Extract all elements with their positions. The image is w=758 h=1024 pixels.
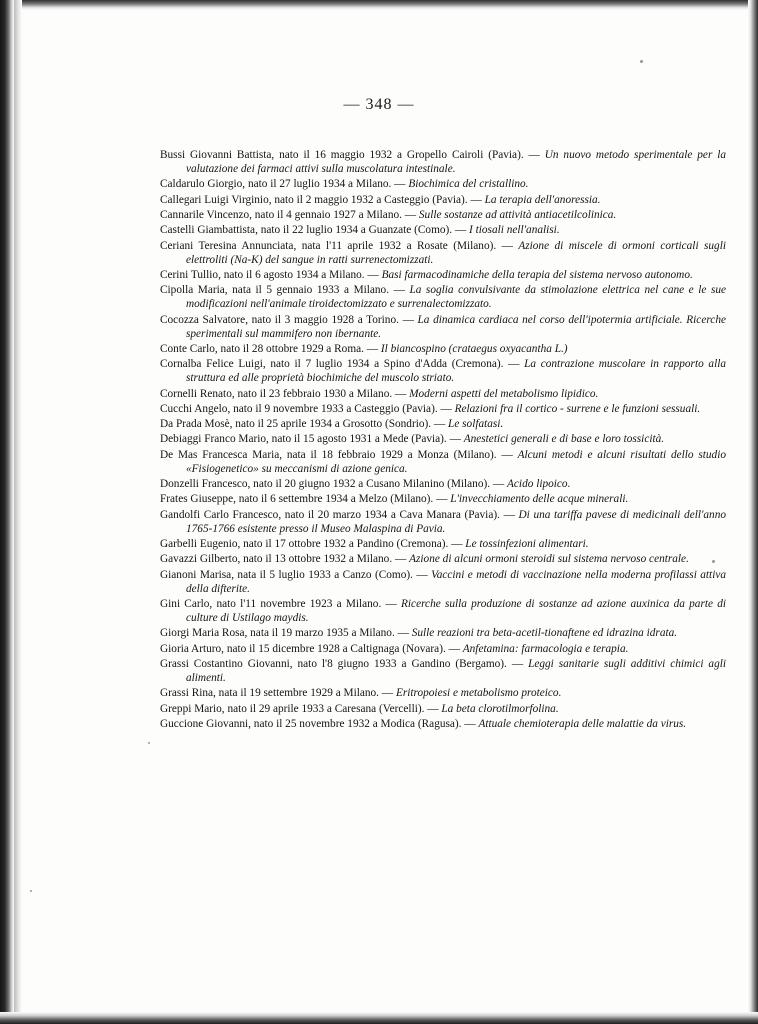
entry-title: La terapia dell'anoressia. (484, 193, 601, 206)
entry-title: Di una tariffa pavese di medicinali dell'anno 1765-1766 esistente presso il Museo Malaspina di Pavia. (186, 508, 727, 535)
entry-title: Basi farmacodinamiche della terapia del sistema nervoso autonomo. (381, 268, 693, 281)
entry-author-line: Gandolfi Carlo Francesco, nato il 20 marzo 1934 a Cava Manara (Pavia). — (160, 508, 515, 521)
entry-title: Ricerche sulla produzione di sostanze ad azione auxinica da parte di culture di Ustilago maydis. (186, 597, 726, 625)
thesis-entry (160, 283, 726, 311)
thesis-entry (160, 417, 726, 431)
entry-author-line: Da Prada Mosè, nato il 25 aprile 1934 a Grosotto (Sondrio). — (160, 418, 446, 431)
entry-title: Relazioni fra il cortico - surrene e le funzioni sessuali. (454, 402, 701, 415)
entry-author-line: Grassi Costantino Giovanni, nato l'8 giugno 1933 a Gandino (Bergamo). — (160, 657, 524, 670)
entry-author-line: Giorgi Maria Rosa, nata il 19 marzo 1935 a Milano. — (160, 627, 409, 640)
entry-title: Attuale chemioterapia delle malattie da virus. (478, 717, 687, 730)
entry-author-line: Gioria Arturo, nato il 15 dicembre 1928 a Caltignaga (Novara). — (160, 642, 460, 655)
thesis-entry (160, 313, 726, 341)
entry-title: Azione di alcuni ormoni steroidi sul sistema nervoso centrale. (409, 553, 689, 566)
entry-title: Le solfatasi. (448, 418, 504, 431)
entry-title: Biochimica del cristallino. (408, 178, 529, 191)
entry-title: I tiosali nell'analisi. (469, 224, 560, 237)
entry-author-line: Cannarile Vincenzo, nato il 4 gennaio 1927 a Milano. — (160, 208, 417, 221)
thesis-entry (160, 702, 726, 716)
entry-title: Le tossinfezioni alimentari. (465, 538, 589, 550)
entry-author-line: Donzelli Francesco, nato il 20 giugno 1932 a Cusano Milanino (Milano). — (160, 478, 505, 491)
thesis-entry (160, 626, 726, 640)
thesis-entry (160, 177, 726, 191)
thesis-entry (160, 208, 726, 222)
entry-author-line: Cornelli Renato, nato il 23 febbraio 1930 a Milano. — (160, 387, 407, 400)
entry-title: Alcuni metodi e alcuni risultati dello studio «Fisiogenetico» su meccanismi di azione genica. (186, 448, 726, 475)
entry-title: Il biancospino (crataegus oxyacantha L.) (380, 342, 568, 355)
entry-title: La beta clorotilmorfolina. (441, 702, 559, 715)
entry-title: Eritropoiesi e metabolismo proteico. (395, 687, 562, 700)
entry-title: La contrazione muscolare in rapporto alla struttura ed alle proprietà biochimiche del muscolo striato. (186, 358, 726, 385)
entry-title: Un nuovo metodo sperimentale per la valutazione dei farmaci attivi sulla muscolatura intestinale. (186, 149, 727, 176)
entry-author-line: Cucchi Angelo, nato il 9 novembre 1933 a Casteggio (Pavia). — (160, 402, 452, 415)
thesis-entry (160, 357, 726, 385)
entry-author-line: Garbelli Eugenio, nato il 17 ottobre 1932 a Pandino (Cremona). — (160, 538, 463, 550)
entry-title: Vaccini e metodi di vaccinazione nella moderna profilassi attiva della difterite. (186, 568, 726, 595)
entry-author-line: Frates Giuseppe, nato il 6 settembre 1934 a Melzo (Milano). — (160, 493, 448, 506)
thesis-entry (160, 686, 726, 700)
page-number: — 348 — (343, 96, 415, 113)
entry-author-line: Cocozza Salvatore, nato il 3 maggio 1928 a Torino. — (160, 313, 414, 326)
entry-title: La soglia convulsivante da stimolazione elettrica nel cane e le sue modificazioni nell'animale tiroidectomizzato e surrenalectomizzato. (186, 284, 727, 311)
entry-author-line: Gavazzi Gilberto, nato il 13 ottobre 1932 a Milano. — (160, 553, 407, 566)
thesis-entry (160, 342, 726, 356)
entry-author-line: Gianoni Marisa, nata il 5 luglio 1933 a Canzo (Como). — (160, 568, 428, 581)
entry-title: Azione di miscele di ormoni corticali sugli elettroliti (Na-K) del sangue in ratti surrenectomizzati. (186, 239, 726, 266)
entry-author-line: Caldarulo Giorgio, nato il 27 luglio 1934 a Milano. — (160, 178, 406, 191)
thesis-entry (160, 568, 726, 596)
thesis-entry (160, 387, 726, 401)
entry-author-line: Debiaggi Franco Mario, nato il 15 agosto 1931 a Mede (Pavia). — (160, 433, 461, 446)
entry-title: Acido lipoico. (507, 478, 571, 491)
entry-title: Sulle sostanze ad attività antiacetilcolinica. (418, 208, 617, 221)
entry-title: Anfetamina: farmacologia e terapia. (462, 642, 629, 655)
entry-title: Sulle reazioni tra beta-acetil-tionaftene ed idrazina idrata. (411, 627, 678, 640)
thesis-entry (160, 402, 726, 416)
thesis-entry (160, 717, 726, 731)
entry-author-line: Cerini Tullio, nato il 6 agosto 1934 a Milano. — (160, 268, 379, 281)
entry-title: L'invecchiamento delle acque minerali. (450, 493, 629, 506)
entry-title: Moderni aspetti del metabolismo lipidico. (409, 387, 599, 400)
thesis-entry (160, 492, 726, 506)
thesis-entry (160, 148, 726, 176)
thesis-entry (160, 448, 726, 476)
entry-title: Anestetici generali e di base e loro tossicità. (463, 433, 665, 446)
thesis-entry (160, 552, 726, 566)
thesis-entry (160, 642, 726, 656)
thesis-entry (160, 508, 726, 536)
entry-title: La dinamica cardiaca nel corso dell'ipotermia artificiale. Ricerche sperimentali sul mammifero non ibernante. (186, 313, 726, 340)
entry-author-line: De Mas Francesca Maria, nata il 18 febbraio 1929 a Monza (Milano). — (160, 448, 513, 461)
thesis-entry (160, 432, 726, 446)
entry-author-line: Conte Carlo, nato il 28 ottobre 1929 a Roma. — (160, 342, 379, 355)
thesis-entry (160, 657, 726, 685)
entry-author-line: Castelli Giambattista, nato il 22 luglio 1934 a Guanzate (Como). — (160, 224, 467, 237)
entry-author-line: Gini Carlo, nato l'11 novembre 1923 a Milano. — (160, 597, 397, 610)
thesis-entry (160, 477, 726, 491)
thesis-entry (160, 537, 726, 551)
entry-author-line: Ceriani Teresina Annunciata, nata l'11 aprile 1932 a Rosate (Milano). — (160, 239, 513, 252)
thesis-entry (160, 193, 726, 207)
thesis-entry (160, 268, 726, 282)
entry-author-line: Grassi Rina, nata il 19 settembre 1929 a Milano. — (160, 687, 394, 700)
entry-author-line: Bussi Giovanni Battista, nato il 16 maggio 1932 a Gropello Cairoli (Pavia). — (160, 149, 540, 161)
entry-author-line: Callegari Luigi Virginio, nato il 2 maggio 1932 a Casteggio (Pavia). — (160, 193, 482, 206)
thesis-entry (160, 223, 726, 237)
entry-author-line: Greppi Mario, nato il 29 aprile 1933 a Caresana (Vercelli). — (160, 702, 439, 715)
thesis-entry (160, 597, 726, 625)
entry-title: Leggi sanitarie sugli additivi chimici agli alimenti. (186, 657, 726, 684)
thesis-entry (160, 239, 726, 267)
entry-author-line: Cipolla Maria, nata il 5 gennaio 1933 a Milano. — (160, 284, 405, 297)
entry-author-line: Guccione Giovanni, nato il 25 novembre 1932 a Modica (Ragusa). — (160, 717, 476, 730)
thesis-entry-list (160, 148, 726, 732)
entry-author-line: Cornalba Felice Luigi, nato il 7 luglio 1934 a Spino d'Adda (Cremona). — (160, 358, 520, 371)
